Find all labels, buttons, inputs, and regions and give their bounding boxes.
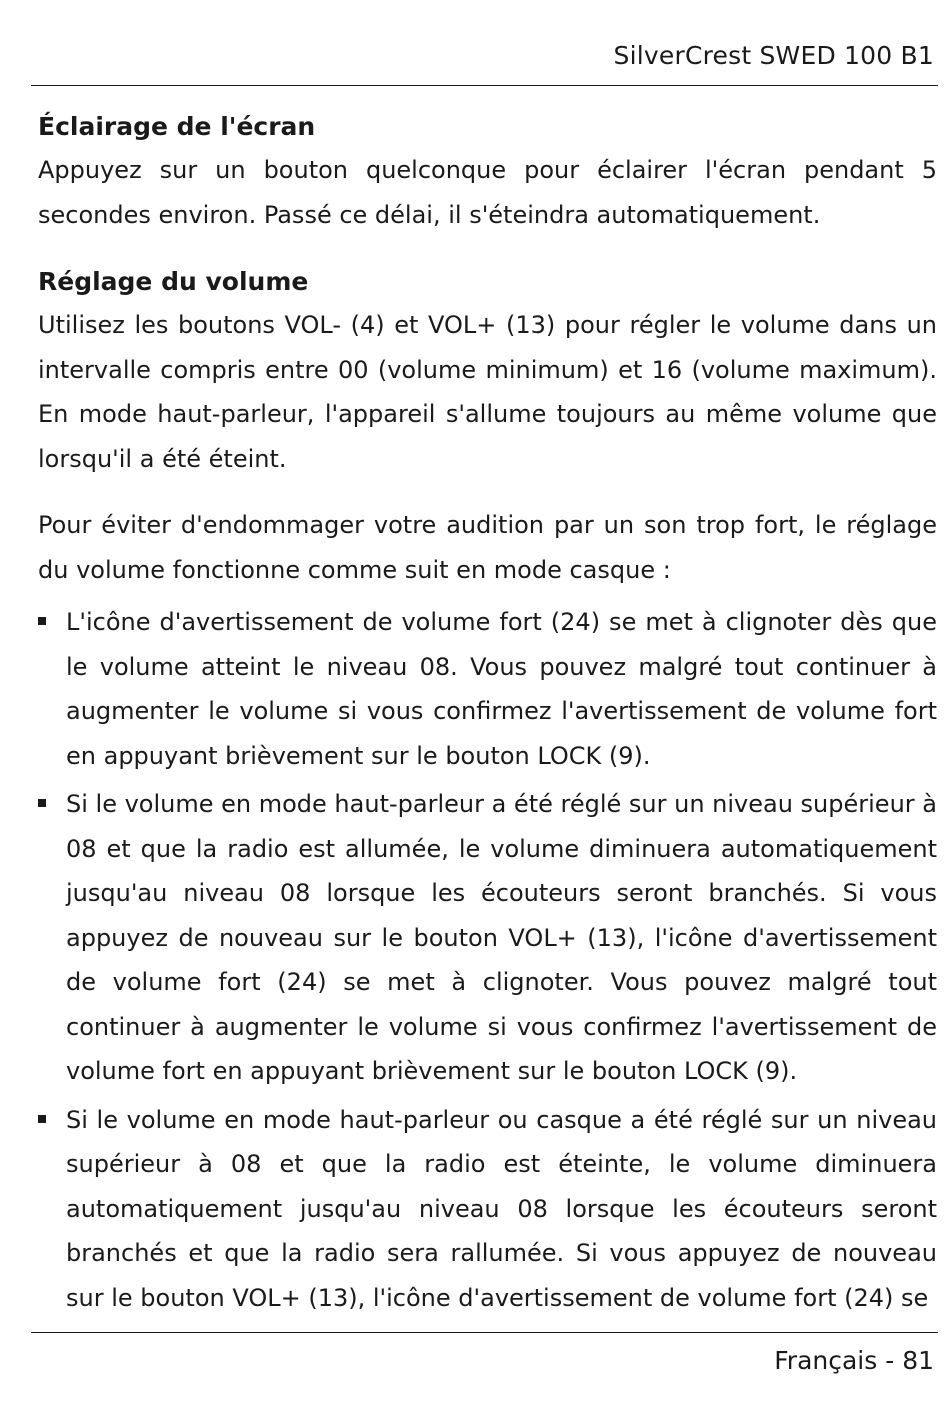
section-paragraph-screen-lighting: Appuyez sur un bouton quelconque pour éclairer l'écran pendant 5 secondes environ. Passé ce délai, il s'éteindra automatiquement. — [38, 156, 937, 229]
section-spacer — [38, 237, 937, 261]
list-item — [38, 600, 937, 778]
header-divider — [31, 85, 938, 86]
section-paragraph-headphone-mode: Pour éviter d'endommager votre audition par un son trop fort, le réglage du volume fonctionne comme suit en mode casque : — [38, 511, 937, 584]
paragraph-spacer — [38, 481, 937, 503]
list-item-text: L'icône d'avertissement de volume fort (24) se met à clignoter dès que le volume atteint le niveau 08. Vous pouvez malgré tout continuer à augmenter le volume si vous confirmez l'avertissement de volume fort en appuyant brièvement sur le bouton LOCK (9). — [66, 608, 937, 770]
footer-divider — [31, 1332, 938, 1333]
section-heading-screen-lighting: Éclairage de l'écran — [38, 112, 316, 141]
section-heading-volume: Réglage du volume — [38, 267, 309, 296]
page-number: Français - 81 — [774, 1346, 934, 1375]
square-bullet-icon — [38, 617, 46, 625]
list-item-text: Si le volume en mode haut-parleur a été réglé sur un niveau supérieur à 08 et que la radio est allumée, le volume diminuera automatiquement jusqu'au niveau 08 lorsque les écouteurs seront branchés. Si vous appuyez de nouveau sur le bouton VOL+ (13), l'icône d'avertissement de volume fort (24) se met à clignoter. Vous pouvez malgré tout continuer à augmenter le volume si vous confirmez l'avertissement de volume fort en appuyant brièvement sur le bouton LOCK (9). — [66, 790, 937, 1085]
list-item — [38, 782, 937, 1094]
list-item-text: Si le volume en mode haut-parleur ou casque a été réglé sur un niveau supérieur à 08 et que la radio est éteinte, le volume diminuera automatiquement jusqu'au niveau 08 lorsque les écouteurs seront branchés et que la radio sera rallumée. Si vous appuyez de nouveau sur le bouton VOL+ (13), l'icône d'avertissement de volume fort (24) se — [66, 1105, 937, 1312]
list-item — [38, 1098, 937, 1321]
document-header-title: SilverCrest SWED 100 B1 — [613, 41, 934, 70]
square-bullet-icon — [38, 799, 46, 807]
bullet-list — [38, 600, 937, 1320]
page-content — [38, 106, 937, 1324]
square-bullet-icon — [38, 1115, 46, 1123]
section-paragraph-volume: Utilisez les boutons VOL- (4) et VOL+ (13) pour régler le volume dans un intervalle compris entre 00 (volume minimum) et 16 (volume maximum). En mode haut-parleur, l'appareil s'allume toujours au même volume que lorsqu'il a été éteint. — [38, 311, 937, 473]
